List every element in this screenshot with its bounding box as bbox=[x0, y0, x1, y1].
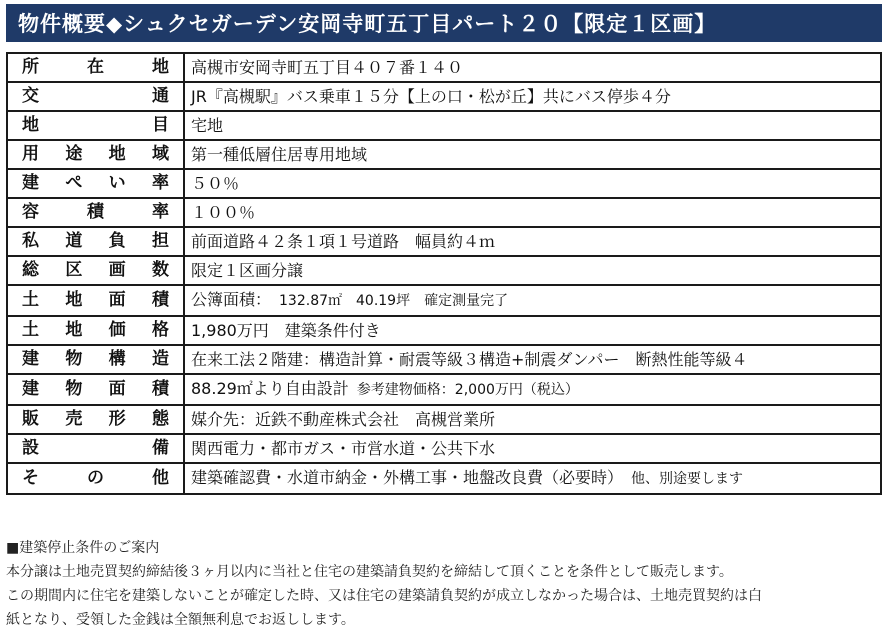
spec-value-text: 88.29㎡より自由設計 bbox=[191, 379, 349, 398]
spec-label: 用途地域 bbox=[7, 140, 184, 169]
spec-label: 私道負担 bbox=[7, 227, 184, 256]
spec-row bbox=[7, 434, 881, 463]
spec-value bbox=[184, 227, 881, 256]
spec-value bbox=[184, 405, 881, 434]
spec-row bbox=[7, 256, 881, 285]
spec-label: 販売形態 bbox=[7, 405, 184, 434]
spec-row bbox=[7, 169, 881, 198]
notes-heading: ■建築停止条件のご案内 bbox=[6, 540, 160, 556]
spec-row bbox=[7, 463, 881, 494]
spec-value-text: 前面道路４２条１項１号道路 幅員約４ｍ bbox=[191, 232, 496, 251]
spec-value-text: ５０％ bbox=[191, 174, 240, 193]
spec-value bbox=[184, 374, 881, 405]
spec-row bbox=[7, 198, 881, 227]
notes-line: 本分譲は土地売買契約締結後３ヶ月以内に当社と住宅の建築請負契約を締結して頂くことを条件として販売します。 bbox=[6, 564, 733, 580]
spec-value bbox=[184, 169, 881, 198]
spec-label: 建ぺい率 bbox=[7, 169, 184, 198]
spec-value-text: 在来工法２階建：構造計算・耐震等級３構造+制震ダンパー 断熱性能等級４ bbox=[191, 350, 748, 369]
spec-value-text: 宅地 bbox=[191, 116, 224, 135]
spec-label: 土地価格 bbox=[7, 316, 184, 345]
spec-value-text: １００％ bbox=[191, 203, 256, 222]
spec-row bbox=[7, 111, 881, 140]
spec-label: その他 bbox=[7, 463, 184, 494]
spec-value bbox=[184, 111, 881, 140]
spec-label: 建物構造 bbox=[7, 345, 184, 374]
spec-label: 容積率 bbox=[7, 198, 184, 227]
spec-value-suffix: 他、別途要します bbox=[631, 471, 744, 487]
spec-row bbox=[7, 53, 881, 82]
spec-label: 総区画数 bbox=[7, 256, 184, 285]
spec-value-suffix: 132.87㎡ 40.19坪 確定測量完了 bbox=[279, 293, 509, 309]
property-spec-table bbox=[6, 52, 882, 495]
spec-value bbox=[184, 53, 881, 82]
notes-line: この期間内に住宅を建築しないことが確定した時、又は住宅の建築請負契約が成立しなかった場合は、土地売買契約は白 bbox=[6, 588, 762, 604]
spec-row bbox=[7, 140, 881, 169]
spec-value-text: 高槻市安岡寺町五丁目４０７番１４０ bbox=[191, 58, 464, 77]
spec-label: 設備 bbox=[7, 434, 184, 463]
spec-row bbox=[7, 82, 881, 111]
spec-value-text: 限定１区画分譲 bbox=[191, 261, 304, 280]
spec-value-text: 媒介先：近鉄不動産株式会社 高槻営業所 bbox=[191, 410, 496, 429]
spec-value bbox=[184, 316, 881, 345]
spec-row bbox=[7, 316, 881, 345]
spec-value-suffix: 参考建物価格：2,000万円（税込） bbox=[356, 382, 579, 398]
spec-value-text: 関西電力・都市ガス・市営水道・公共下水 bbox=[191, 439, 496, 458]
spec-value-text: 建築確認費・水道市納金・外構工事・地盤改良費（必要時） bbox=[191, 468, 624, 487]
spec-label: 交通 bbox=[7, 82, 184, 111]
spec-value-text: 1,980万円 建築条件付き bbox=[191, 321, 381, 340]
spec-row bbox=[7, 345, 881, 374]
notes-section bbox=[6, 536, 886, 632]
spec-value bbox=[184, 256, 881, 285]
spec-value bbox=[184, 198, 881, 227]
spec-row bbox=[7, 374, 881, 405]
spec-label: 土地面積 bbox=[7, 285, 184, 316]
spec-value bbox=[184, 345, 881, 374]
spec-value bbox=[184, 463, 881, 494]
spec-value bbox=[184, 434, 881, 463]
spec-value bbox=[184, 140, 881, 169]
page-title: 物件概要◆シュクセガーデン安岡寺町五丁目パート２０【限定１区画】 bbox=[6, 4, 882, 42]
spec-value-text: 第一種低層住居専用地域 bbox=[191, 145, 368, 164]
spec-row bbox=[7, 227, 881, 256]
spec-value bbox=[184, 285, 881, 316]
notes-line: 紙となり、受領した金銭は全額無利息でお返しします。 bbox=[6, 612, 355, 628]
spec-value bbox=[184, 82, 881, 111]
spec-label: 所在地 bbox=[7, 53, 184, 82]
spec-label: 建物面積 bbox=[7, 374, 184, 405]
spec-value-text: 公簿面積： bbox=[191, 290, 272, 309]
spec-row bbox=[7, 405, 881, 434]
spec-label: 地目 bbox=[7, 111, 184, 140]
spec-row bbox=[7, 285, 881, 316]
spec-value-text: JR『高槻駅』バス乗車１５分【上の口・松が丘】共にバス停歩４分 bbox=[191, 87, 671, 106]
